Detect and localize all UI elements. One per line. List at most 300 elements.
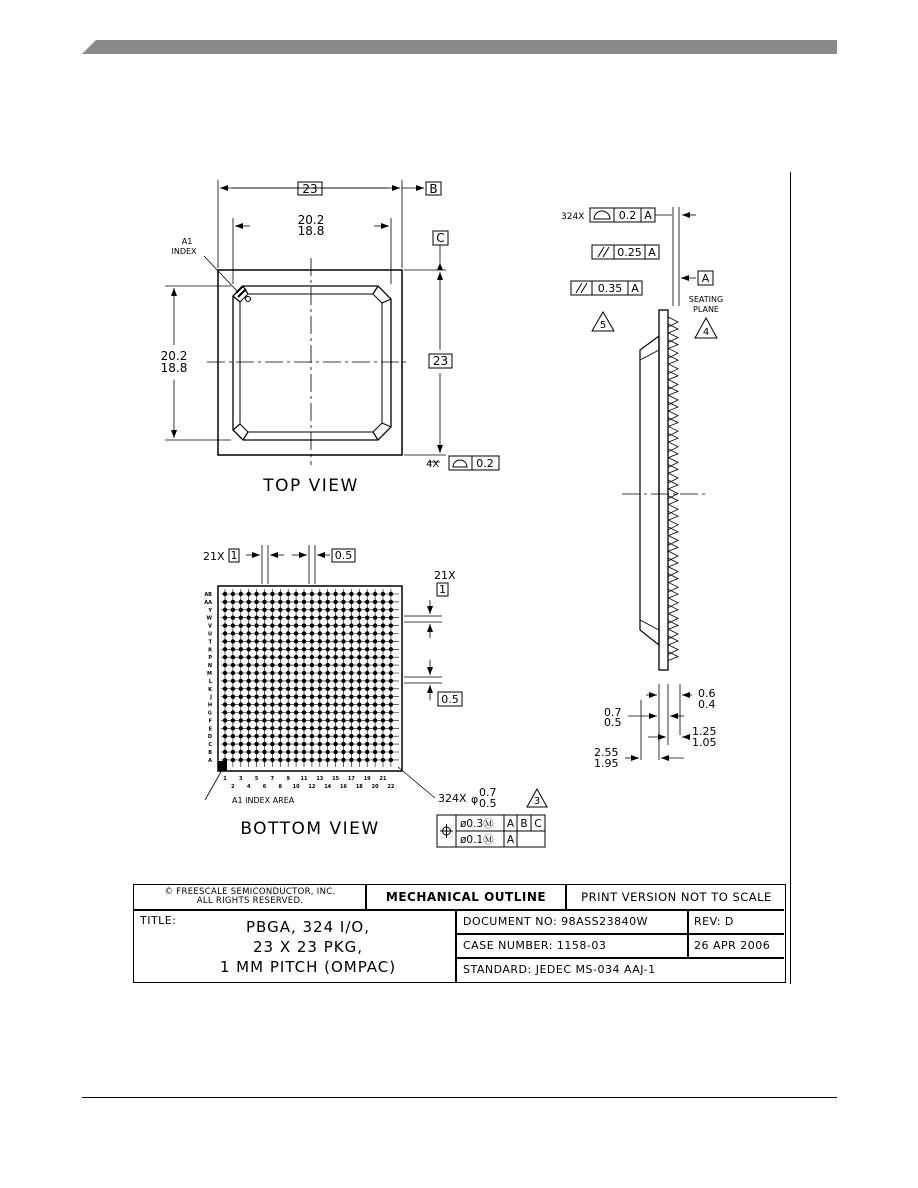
solder-ball — [341, 655, 345, 659]
solder-ball — [239, 631, 243, 635]
solder-ball — [294, 600, 298, 604]
note-4: 4 — [702, 327, 710, 338]
solder-ball — [341, 718, 345, 722]
row-label: N — [207, 663, 212, 670]
solder-ball — [373, 671, 377, 675]
title-line-3: 1 MM PITCH (OMPAC) — [219, 958, 397, 976]
solder-ball — [326, 639, 330, 643]
solder-ball — [318, 742, 322, 746]
solder-ball — [223, 647, 227, 651]
solder-ball — [254, 687, 258, 691]
solder-ball — [357, 655, 361, 659]
solder-ball — [389, 600, 393, 604]
solder-ball — [302, 608, 306, 612]
solder-ball — [341, 631, 345, 635]
side-ball — [668, 348, 678, 364]
solder-ball — [254, 600, 258, 604]
solder-ball — [365, 758, 369, 762]
note-3: 3 — [533, 796, 541, 807]
solder-ball — [247, 608, 251, 612]
inner-height-min: 18.8 — [160, 361, 188, 375]
solder-ball — [270, 726, 274, 730]
title-block — [133, 884, 786, 983]
ball-grid — [221, 589, 399, 767]
col-label: 7 — [270, 776, 275, 782]
solder-ball — [373, 702, 377, 706]
solder-ball — [270, 623, 274, 627]
solder-ball — [231, 742, 235, 746]
solder-ball — [310, 750, 314, 754]
solder-ball — [381, 623, 385, 627]
a1-index-area: A1 INDEX AREA — [232, 796, 295, 805]
solder-ball — [270, 687, 274, 691]
solder-ball — [231, 655, 235, 659]
solder-ball — [270, 600, 274, 604]
solder-ball — [294, 758, 298, 762]
solder-ball — [333, 655, 337, 659]
solder-ball — [326, 702, 330, 706]
title-line-1: PBGA, 324 I/O, — [246, 918, 370, 936]
solder-ball — [326, 592, 330, 596]
col-label: 8 — [278, 784, 283, 790]
solder-ball — [294, 639, 298, 643]
solder-ball — [294, 592, 298, 596]
solder-ball — [357, 734, 361, 738]
solder-ball — [341, 671, 345, 675]
solder-ball — [247, 758, 251, 762]
solder-ball — [270, 702, 274, 706]
solder-ball — [349, 710, 353, 714]
solder-ball — [341, 679, 345, 683]
solder-ball — [373, 718, 377, 722]
row-label: AB — [204, 592, 212, 598]
col-label: 10 — [292, 784, 300, 790]
solder-ball — [326, 608, 330, 612]
solder-ball — [231, 718, 235, 722]
solder-ball — [231, 750, 235, 754]
solder-ball — [326, 631, 330, 635]
solder-ball — [254, 679, 258, 683]
solder-ball — [365, 726, 369, 730]
solder-ball — [231, 734, 235, 738]
solder-ball — [223, 671, 227, 675]
solder-ball — [333, 734, 337, 738]
solder-ball — [349, 663, 353, 667]
solder-ball — [262, 742, 266, 746]
col-label: 11 — [300, 776, 308, 782]
solder-ball — [341, 608, 345, 612]
inner-height-max: 20.2 — [160, 349, 188, 363]
solder-ball — [349, 758, 353, 762]
top-view — [165, 180, 499, 470]
solder-ball — [381, 679, 385, 683]
solder-ball — [318, 679, 322, 683]
solder-ball — [341, 687, 345, 691]
solder-ball — [333, 726, 337, 730]
datum-c: C — [436, 231, 445, 245]
solder-ball — [302, 742, 306, 746]
solder-ball — [389, 655, 393, 659]
solder-ball — [357, 758, 361, 762]
solder-ball — [381, 671, 385, 675]
solder-ball — [333, 639, 337, 643]
solder-ball — [254, 592, 258, 596]
solder-ball — [333, 702, 337, 706]
solder-ball — [333, 600, 337, 604]
solder-ball — [318, 655, 322, 659]
solder-ball — [278, 592, 282, 596]
row-label: U — [207, 631, 212, 638]
solder-ball — [349, 616, 353, 620]
solder-ball — [294, 702, 298, 706]
solder-ball — [294, 695, 298, 699]
top-view-text — [161, 182, 494, 496]
solder-ball — [357, 616, 361, 620]
solder-ball — [262, 600, 266, 604]
solder-ball — [326, 734, 330, 738]
solder-ball — [254, 623, 258, 627]
solder-ball — [341, 702, 345, 706]
solder-ball — [310, 663, 314, 667]
solder-ball — [333, 718, 337, 722]
solder-ball — [247, 702, 251, 706]
solder-ball — [318, 631, 322, 635]
solder-ball — [381, 702, 385, 706]
solder-ball — [349, 608, 353, 612]
row-label: AA — [204, 599, 212, 606]
print-version: PRINT VERSION NOT TO SCALE — [581, 890, 772, 904]
solder-ball — [365, 631, 369, 635]
solder-ball — [310, 679, 314, 683]
solder-ball — [270, 679, 274, 683]
col-label: 20 — [371, 784, 379, 790]
a1-index-label-1: A1 — [181, 237, 193, 246]
solder-ball — [373, 600, 377, 604]
solder-ball — [270, 718, 274, 722]
solder-ball — [278, 726, 282, 730]
row-offset-value: 0.5 — [441, 693, 459, 706]
row-label: E — [208, 726, 212, 733]
solder-ball — [318, 758, 322, 762]
row-pitch-value: 1 — [439, 583, 446, 596]
solder-ball — [239, 734, 243, 738]
solder-ball — [231, 679, 235, 683]
solder-ball — [247, 616, 251, 620]
solder-ball — [310, 616, 314, 620]
solder-ball — [341, 592, 345, 596]
solder-ball — [223, 679, 227, 683]
solder-ball — [231, 647, 235, 651]
solder-ball — [223, 639, 227, 643]
solder-ball — [365, 702, 369, 706]
solder-ball — [357, 750, 361, 754]
solder-ball — [381, 710, 385, 714]
solder-ball — [231, 600, 235, 604]
solder-ball — [373, 663, 377, 667]
solder-ball — [294, 623, 298, 627]
solder-ball — [389, 726, 393, 730]
side-ball — [668, 333, 678, 349]
solder-ball — [247, 647, 251, 651]
solder-ball — [239, 663, 243, 667]
side-ball — [668, 411, 678, 427]
solder-ball — [381, 592, 385, 596]
solder-ball — [254, 616, 258, 620]
frame-border — [790, 172, 791, 984]
solder-ball — [254, 655, 258, 659]
side-ball — [668, 395, 678, 411]
solder-ball — [326, 655, 330, 659]
solder-ball — [286, 623, 290, 627]
solder-ball — [302, 758, 306, 762]
solder-ball — [247, 679, 251, 683]
solder-ball — [270, 758, 274, 762]
bottom-view-title: BOTTOM VIEW — [240, 819, 380, 839]
col-label: 18 — [355, 784, 363, 790]
solder-ball — [239, 718, 243, 722]
solder-ball — [286, 616, 290, 620]
solder-ball — [223, 726, 227, 730]
solder-ball — [286, 758, 290, 762]
solder-ball — [341, 647, 345, 651]
row-label: W — [206, 615, 212, 622]
dim-125: 1.25 — [692, 725, 717, 738]
solder-ball — [254, 710, 258, 714]
solder-ball — [326, 671, 330, 675]
solder-ball — [381, 734, 385, 738]
row-pitch-count: 21X — [434, 569, 456, 582]
dim-05: 0.5 — [604, 716, 622, 729]
row-label: L — [208, 678, 212, 685]
solder-ball — [286, 750, 290, 754]
solder-ball — [270, 742, 274, 746]
solder-ball — [310, 742, 314, 746]
solder-ball — [223, 702, 227, 706]
solder-ball — [389, 695, 393, 699]
solder-ball — [278, 750, 282, 754]
solder-ball — [310, 687, 314, 691]
document-no: DOCUMENT NO: 98ASS23840W — [463, 915, 648, 928]
solder-ball — [389, 734, 393, 738]
side-ball — [668, 457, 678, 473]
solder-ball — [365, 710, 369, 714]
solder-ball — [310, 600, 314, 604]
solder-ball — [239, 655, 243, 659]
solder-ball — [341, 742, 345, 746]
tol-2-datum-a: A — [506, 834, 515, 846]
offset-value: 0.5 — [334, 549, 353, 562]
side-ball — [668, 535, 678, 551]
solder-ball — [231, 695, 235, 699]
side-ball — [668, 364, 678, 380]
solder-ball — [223, 608, 227, 612]
solder-ball — [357, 687, 361, 691]
date: 26 APR 2006 — [694, 939, 771, 952]
solder-ball — [254, 631, 258, 635]
solder-ball — [373, 726, 377, 730]
solder-ball — [247, 750, 251, 754]
solder-ball — [270, 592, 274, 596]
solder-ball — [349, 718, 353, 722]
solder-ball — [231, 616, 235, 620]
solder-ball — [341, 616, 345, 620]
solder-ball — [373, 758, 377, 762]
solder-ball — [294, 679, 298, 683]
solder-ball — [262, 647, 266, 651]
solder-ball — [357, 592, 361, 596]
pitch-count: 21X — [203, 550, 225, 563]
solder-ball — [247, 592, 251, 596]
solder-ball — [270, 734, 274, 738]
solder-ball — [349, 671, 353, 675]
solder-ball — [357, 726, 361, 730]
solder-ball — [254, 726, 258, 730]
solder-ball — [365, 600, 369, 604]
solder-ball — [333, 647, 337, 651]
solder-ball — [247, 687, 251, 691]
solder-ball — [247, 600, 251, 604]
solder-ball — [365, 647, 369, 651]
solder-ball — [223, 687, 227, 691]
solder-ball — [326, 710, 330, 714]
solder-ball — [286, 702, 290, 706]
solder-ball — [381, 663, 385, 667]
note-5: 5 — [599, 320, 607, 331]
solder-ball — [381, 758, 385, 762]
solder-ball — [231, 687, 235, 691]
solder-ball — [310, 695, 314, 699]
tol-1-datum-a: A — [506, 818, 515, 830]
solder-ball — [247, 655, 251, 659]
solder-ball — [389, 750, 393, 754]
solder-ball — [278, 616, 282, 620]
row-label: G — [207, 710, 212, 717]
row-label: D — [207, 734, 212, 741]
solder-ball — [357, 600, 361, 604]
datum-a: A — [701, 272, 710, 285]
solder-ball — [357, 631, 361, 635]
solder-ball — [223, 616, 227, 620]
solder-ball — [349, 631, 353, 635]
solder-ball — [294, 608, 298, 612]
parallel-2-datum: A — [631, 282, 639, 295]
side-ball — [668, 504, 678, 520]
solder-ball — [231, 758, 235, 762]
dim-06: 0.6 — [698, 687, 716, 700]
solder-ball — [326, 687, 330, 691]
solder-ball — [310, 639, 314, 643]
solder-ball — [389, 718, 393, 722]
solder-ball — [333, 742, 337, 746]
row-label: K — [208, 686, 212, 693]
solder-ball — [381, 616, 385, 620]
tol-1-value: ø0.3Ⓜ — [460, 818, 494, 830]
col-label: 17 — [347, 776, 355, 782]
solder-ball — [333, 679, 337, 683]
solder-ball — [318, 647, 322, 651]
solder-ball — [349, 639, 353, 643]
row-label: R — [208, 647, 212, 654]
solder-ball — [326, 695, 330, 699]
a1-index-label-2: INDEX — [171, 247, 197, 256]
solder-ball — [349, 655, 353, 659]
row-label: T — [208, 639, 212, 646]
solder-ball — [286, 679, 290, 683]
solder-ball — [373, 639, 377, 643]
solder-ball — [270, 631, 274, 635]
top-height-dim: 23 — [432, 354, 449, 368]
solder-ball — [357, 695, 361, 699]
solder-ball — [254, 758, 258, 762]
solder-ball — [318, 687, 322, 691]
solder-ball — [349, 647, 353, 651]
solder-ball — [262, 702, 266, 706]
solder-ball — [247, 631, 251, 635]
solder-ball — [365, 734, 369, 738]
solder-ball — [231, 623, 235, 627]
solder-ball — [302, 600, 306, 604]
inner-width-max: 20.2 — [297, 213, 325, 227]
col-label: 16 — [340, 784, 347, 790]
solder-ball — [247, 663, 251, 667]
solder-ball — [326, 616, 330, 620]
row-label: Y — [208, 607, 212, 614]
solder-ball — [270, 616, 274, 620]
solder-ball — [262, 639, 266, 643]
solder-ball — [254, 702, 258, 706]
dim-195: 1.95 — [594, 757, 619, 770]
side-ball — [668, 567, 678, 583]
solder-ball — [333, 616, 337, 620]
solder-ball — [286, 663, 290, 667]
solder-ball — [302, 616, 306, 620]
side-solder-balls — [668, 317, 678, 661]
solder-ball — [262, 671, 266, 675]
col-labels — [223, 776, 395, 790]
solder-ball — [365, 695, 369, 699]
solder-ball — [365, 750, 369, 754]
solder-ball — [341, 663, 345, 667]
side-ball — [668, 582, 678, 598]
solder-ball — [326, 663, 330, 667]
row-label: P — [208, 655, 212, 662]
solder-ball — [381, 750, 385, 754]
row-label: A — [208, 757, 212, 764]
solder-ball — [247, 671, 251, 675]
solder-ball — [223, 734, 227, 738]
solder-ball — [270, 750, 274, 754]
solder-ball — [381, 655, 385, 659]
solder-ball — [333, 671, 337, 675]
footer-rule — [82, 1097, 837, 1098]
solder-ball — [341, 623, 345, 627]
solder-ball — [326, 726, 330, 730]
solder-ball — [294, 631, 298, 635]
solder-ball — [365, 687, 369, 691]
solder-ball — [223, 663, 227, 667]
solder-ball — [333, 608, 337, 612]
solder-ball — [341, 750, 345, 754]
solder-ball — [310, 631, 314, 635]
col-label: 3 — [239, 776, 243, 782]
solder-ball — [310, 608, 314, 612]
solder-ball — [365, 616, 369, 620]
col-label: 6 — [262, 784, 267, 790]
solder-ball — [310, 726, 314, 730]
solder-ball — [318, 616, 322, 620]
tol-1-datum-b: B — [520, 818, 528, 830]
solder-ball — [239, 679, 243, 683]
